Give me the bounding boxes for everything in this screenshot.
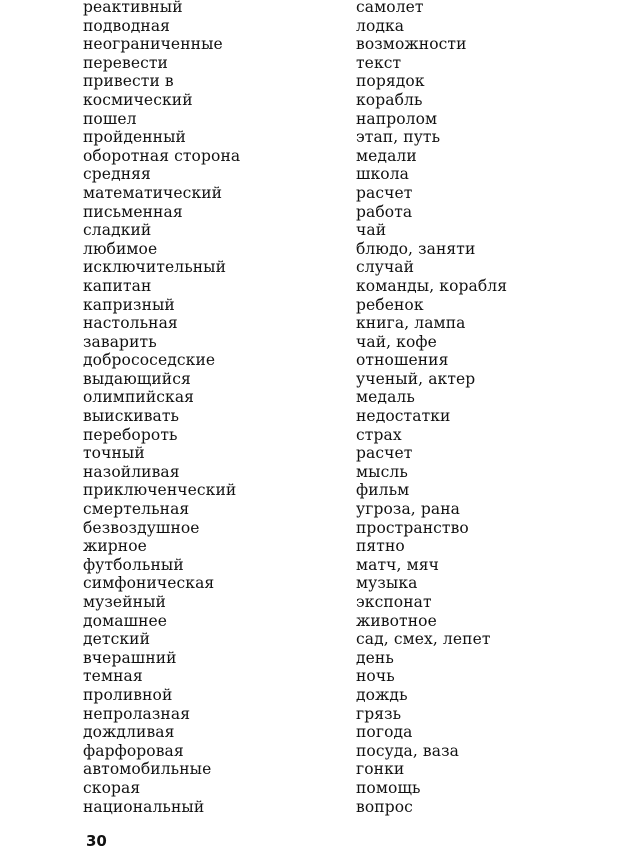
word-item: корабль <box>356 90 423 109</box>
word-item: пятно <box>356 537 405 556</box>
word-item: пройденный <box>83 128 186 147</box>
word-item: математический <box>83 183 223 202</box>
word-item: фильм <box>356 481 410 500</box>
word-item: исключительный <box>83 258 227 277</box>
word-item: сладкий <box>83 221 152 240</box>
word-item: письменная <box>83 202 183 221</box>
word-item: день <box>356 648 394 667</box>
word-item: оборотная сторона <box>83 146 241 165</box>
word-item: любимое <box>83 239 158 258</box>
word-item: погода <box>356 723 413 742</box>
word-item: смертельная <box>83 500 190 519</box>
word-item: проливной <box>83 685 173 704</box>
word-item: симфоническая <box>83 574 215 593</box>
word-item: безвоздушное <box>83 518 200 537</box>
word-item: помощь <box>356 778 421 797</box>
word-item: сад, смех, лепет <box>356 630 491 649</box>
word-item: текст <box>356 53 402 72</box>
word-item: команды, корабля <box>356 276 508 295</box>
word-item: фарфоровая <box>83 741 184 760</box>
word-item: капитан <box>83 276 152 295</box>
word-item: случай <box>356 258 415 277</box>
word-item: настольная <box>83 314 178 333</box>
word-item: блюдо, заняти <box>356 239 476 258</box>
word-item: точный <box>83 444 145 463</box>
word-item: чай <box>356 221 387 240</box>
word-item: грязь <box>356 704 402 723</box>
word-item: выискивать <box>83 407 180 426</box>
word-item: мысль <box>356 462 408 481</box>
word-item: заварить <box>83 332 157 351</box>
word-item: добрососедские <box>83 351 216 370</box>
word-list-right <box>356 0 507 816</box>
word-item: экспонат <box>356 593 432 611</box>
word-item: животное <box>356 611 437 630</box>
word-item: привести в <box>83 72 174 91</box>
word-item: скорая <box>83 778 141 797</box>
word-item: перевести <box>83 53 168 72</box>
word-item: дождливая <box>83 723 175 742</box>
word-item: детский <box>83 630 151 649</box>
word-item: пространство <box>356 518 469 537</box>
word-item: неограниченные <box>83 35 223 54</box>
word-item: ребенок <box>356 295 424 314</box>
word-item: непролазная <box>83 704 191 723</box>
word-item: олимпийская <box>83 388 195 407</box>
word-item: порядок <box>356 72 425 91</box>
word-item: подводная <box>83 16 171 35</box>
word-item: пошел <box>83 109 137 128</box>
word-item: лодка <box>356 16 405 35</box>
word-item: работа <box>356 202 413 221</box>
page-number: 30 <box>86 832 107 850</box>
word-item: медали <box>356 146 417 165</box>
word-item: расчет <box>356 183 413 202</box>
word-item: школа <box>356 165 410 184</box>
word-item: космический <box>83 90 193 109</box>
word-item: посуда, ваза <box>356 741 459 760</box>
word-item: реактивный <box>83 0 183 16</box>
word-item: жирное <box>83 537 147 556</box>
word-item: выдающийся <box>83 369 191 388</box>
word-list-left <box>83 0 240 816</box>
word-item: средняя <box>83 165 151 184</box>
word-item: домашнее <box>83 611 168 630</box>
word-item: ученый, актер <box>356 369 476 388</box>
word-item: медаль <box>356 388 415 407</box>
word-item: чай, кофе <box>356 332 437 351</box>
word-item: матч, мяч <box>356 555 439 574</box>
word-item: напролом <box>356 109 438 128</box>
word-item: дождь <box>356 685 408 704</box>
word-item: страх <box>356 425 402 444</box>
word-item: книга, лампа <box>356 314 466 333</box>
word-item: футбольный <box>83 555 184 574</box>
word-item: гонки <box>356 760 405 779</box>
word-item: автомобильные <box>83 760 212 779</box>
word-item: вопрос <box>356 797 413 816</box>
word-item: назойливая <box>83 462 180 481</box>
word-item: расчет <box>356 444 413 463</box>
word-item: вчерашний <box>83 648 177 667</box>
word-item: угроза, рана <box>356 500 460 519</box>
word-item: музыка <box>356 574 418 593</box>
word-item: возможности <box>356 35 467 54</box>
word-item: музейный <box>83 593 166 611</box>
word-item: приключенческий <box>83 481 237 500</box>
word-item: этап, путь <box>356 128 441 147</box>
word-item: перебороть <box>83 425 178 444</box>
word-item: недостатки <box>356 407 451 426</box>
word-item: темная <box>83 667 143 686</box>
word-item: самолет <box>356 0 424 16</box>
word-item: ночь <box>356 667 395 686</box>
word-item: национальный <box>83 797 205 816</box>
word-item: капризный <box>83 295 175 314</box>
word-item: отношения <box>356 351 449 370</box>
